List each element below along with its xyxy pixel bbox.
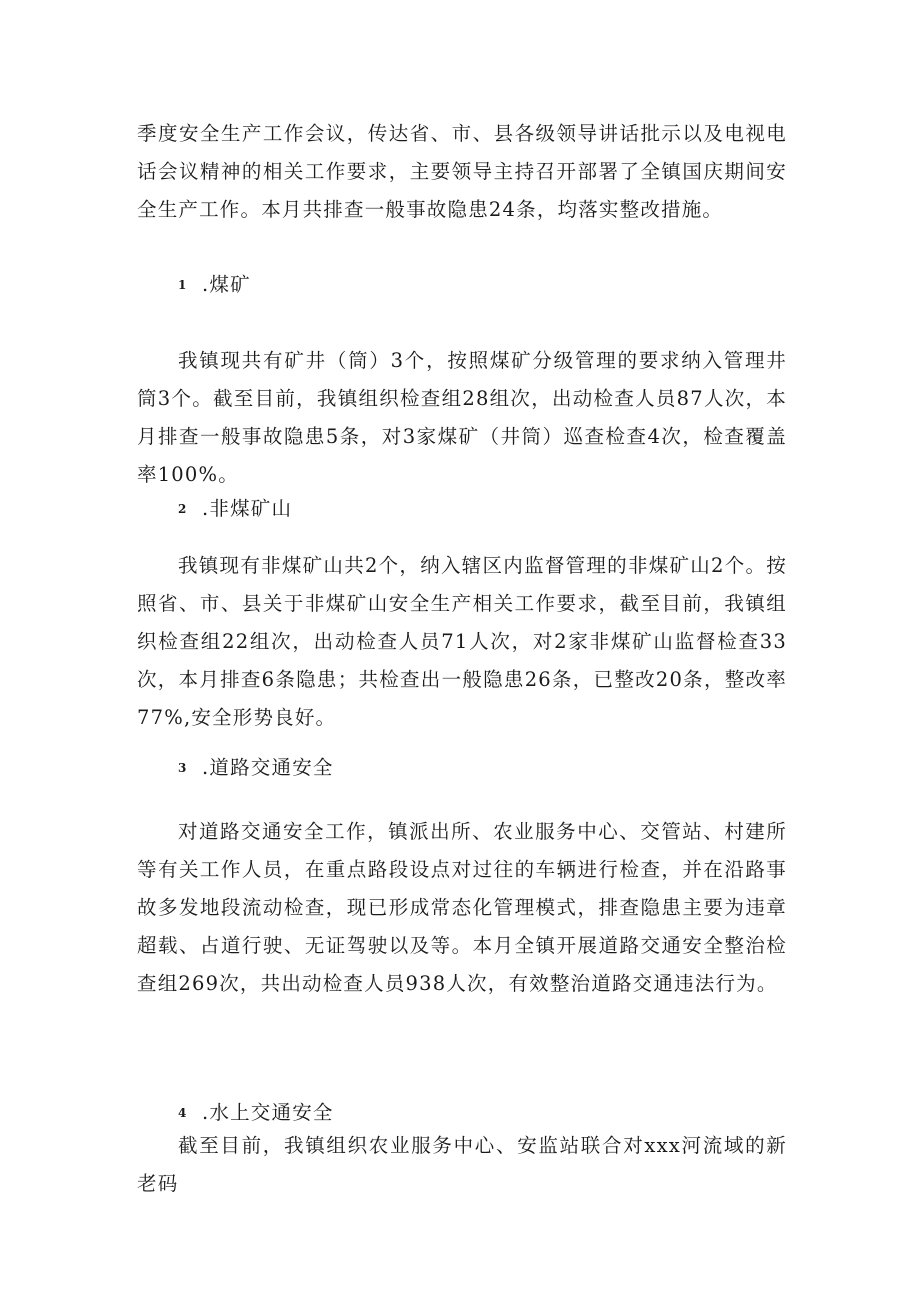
section-heading-noncoal xyxy=(178,490,292,528)
section-number: 2 xyxy=(178,502,188,516)
section-heading-road xyxy=(178,749,334,787)
section-title: .非煤矿山 xyxy=(202,497,293,520)
water-paragraph: 截至目前，我镇组织农业服务中心、安监站联合对xxx河流域的新老码 xyxy=(137,1134,787,1195)
coal-paragraph: 我镇现共有矿井（筒）3个，按照煤矿分级管理的要求纳入管理井筒3个。截至目前，我镇组织检查组28组次，出动检查人员87人次，本月排查一般事故隐患5条，对3家煤矿（井筒）巡查检查4次，检查覆盖率100%。 xyxy=(137,349,787,486)
road-paragraph: 对道路交通安全工作，镇派出所、农业服务中心、交管站、村建所等有关工作人员，在重点路段设点对过往的车辆进行检查，并在沿路事故多发地段流动检查，现已形成常态化管理模式，排查隐患主要为违章超载、占道行驶、无证驾驶以及等。本月全镇开展道路交通安全整治检查组269次，共出动检查人员938人次，有效整治道路交通违法行为。 xyxy=(137,820,787,995)
section-title: .道路交通安全 xyxy=(202,756,334,779)
noncoal-paragraph: 我镇现有非煤矿山共2个，纳入辖区内监督管理的非煤矿山2个。按照省、市、县关于非煤矿山安全生产相关工作要求，截至目前，我镇组织检查组22组次，出动检查人员71人次，对2家非煤矿山监督检查33次，本月排查6条隐患；共检查出一般隐患26条，已整改20条，整改率77%,安全形势良好。 xyxy=(137,554,787,729)
section-number: 3 xyxy=(178,761,188,775)
intro-paragraph: 季度安全生产工作会议，传达省、市、县各级领导讲话批示以及电视电话会议精神的相关工作要求，主要领导主持召开部署了全镇国庆期间安全生产工作。本月共排查一般事故隐患24条，均落实整改措施。 xyxy=(137,122,787,221)
section-number: 4 xyxy=(178,1106,188,1120)
section-title: .水上交通安全 xyxy=(202,1101,334,1124)
section-title: .煤矿 xyxy=(202,273,251,296)
section-heading-coal xyxy=(178,266,251,304)
section-number: 1 xyxy=(178,278,188,292)
